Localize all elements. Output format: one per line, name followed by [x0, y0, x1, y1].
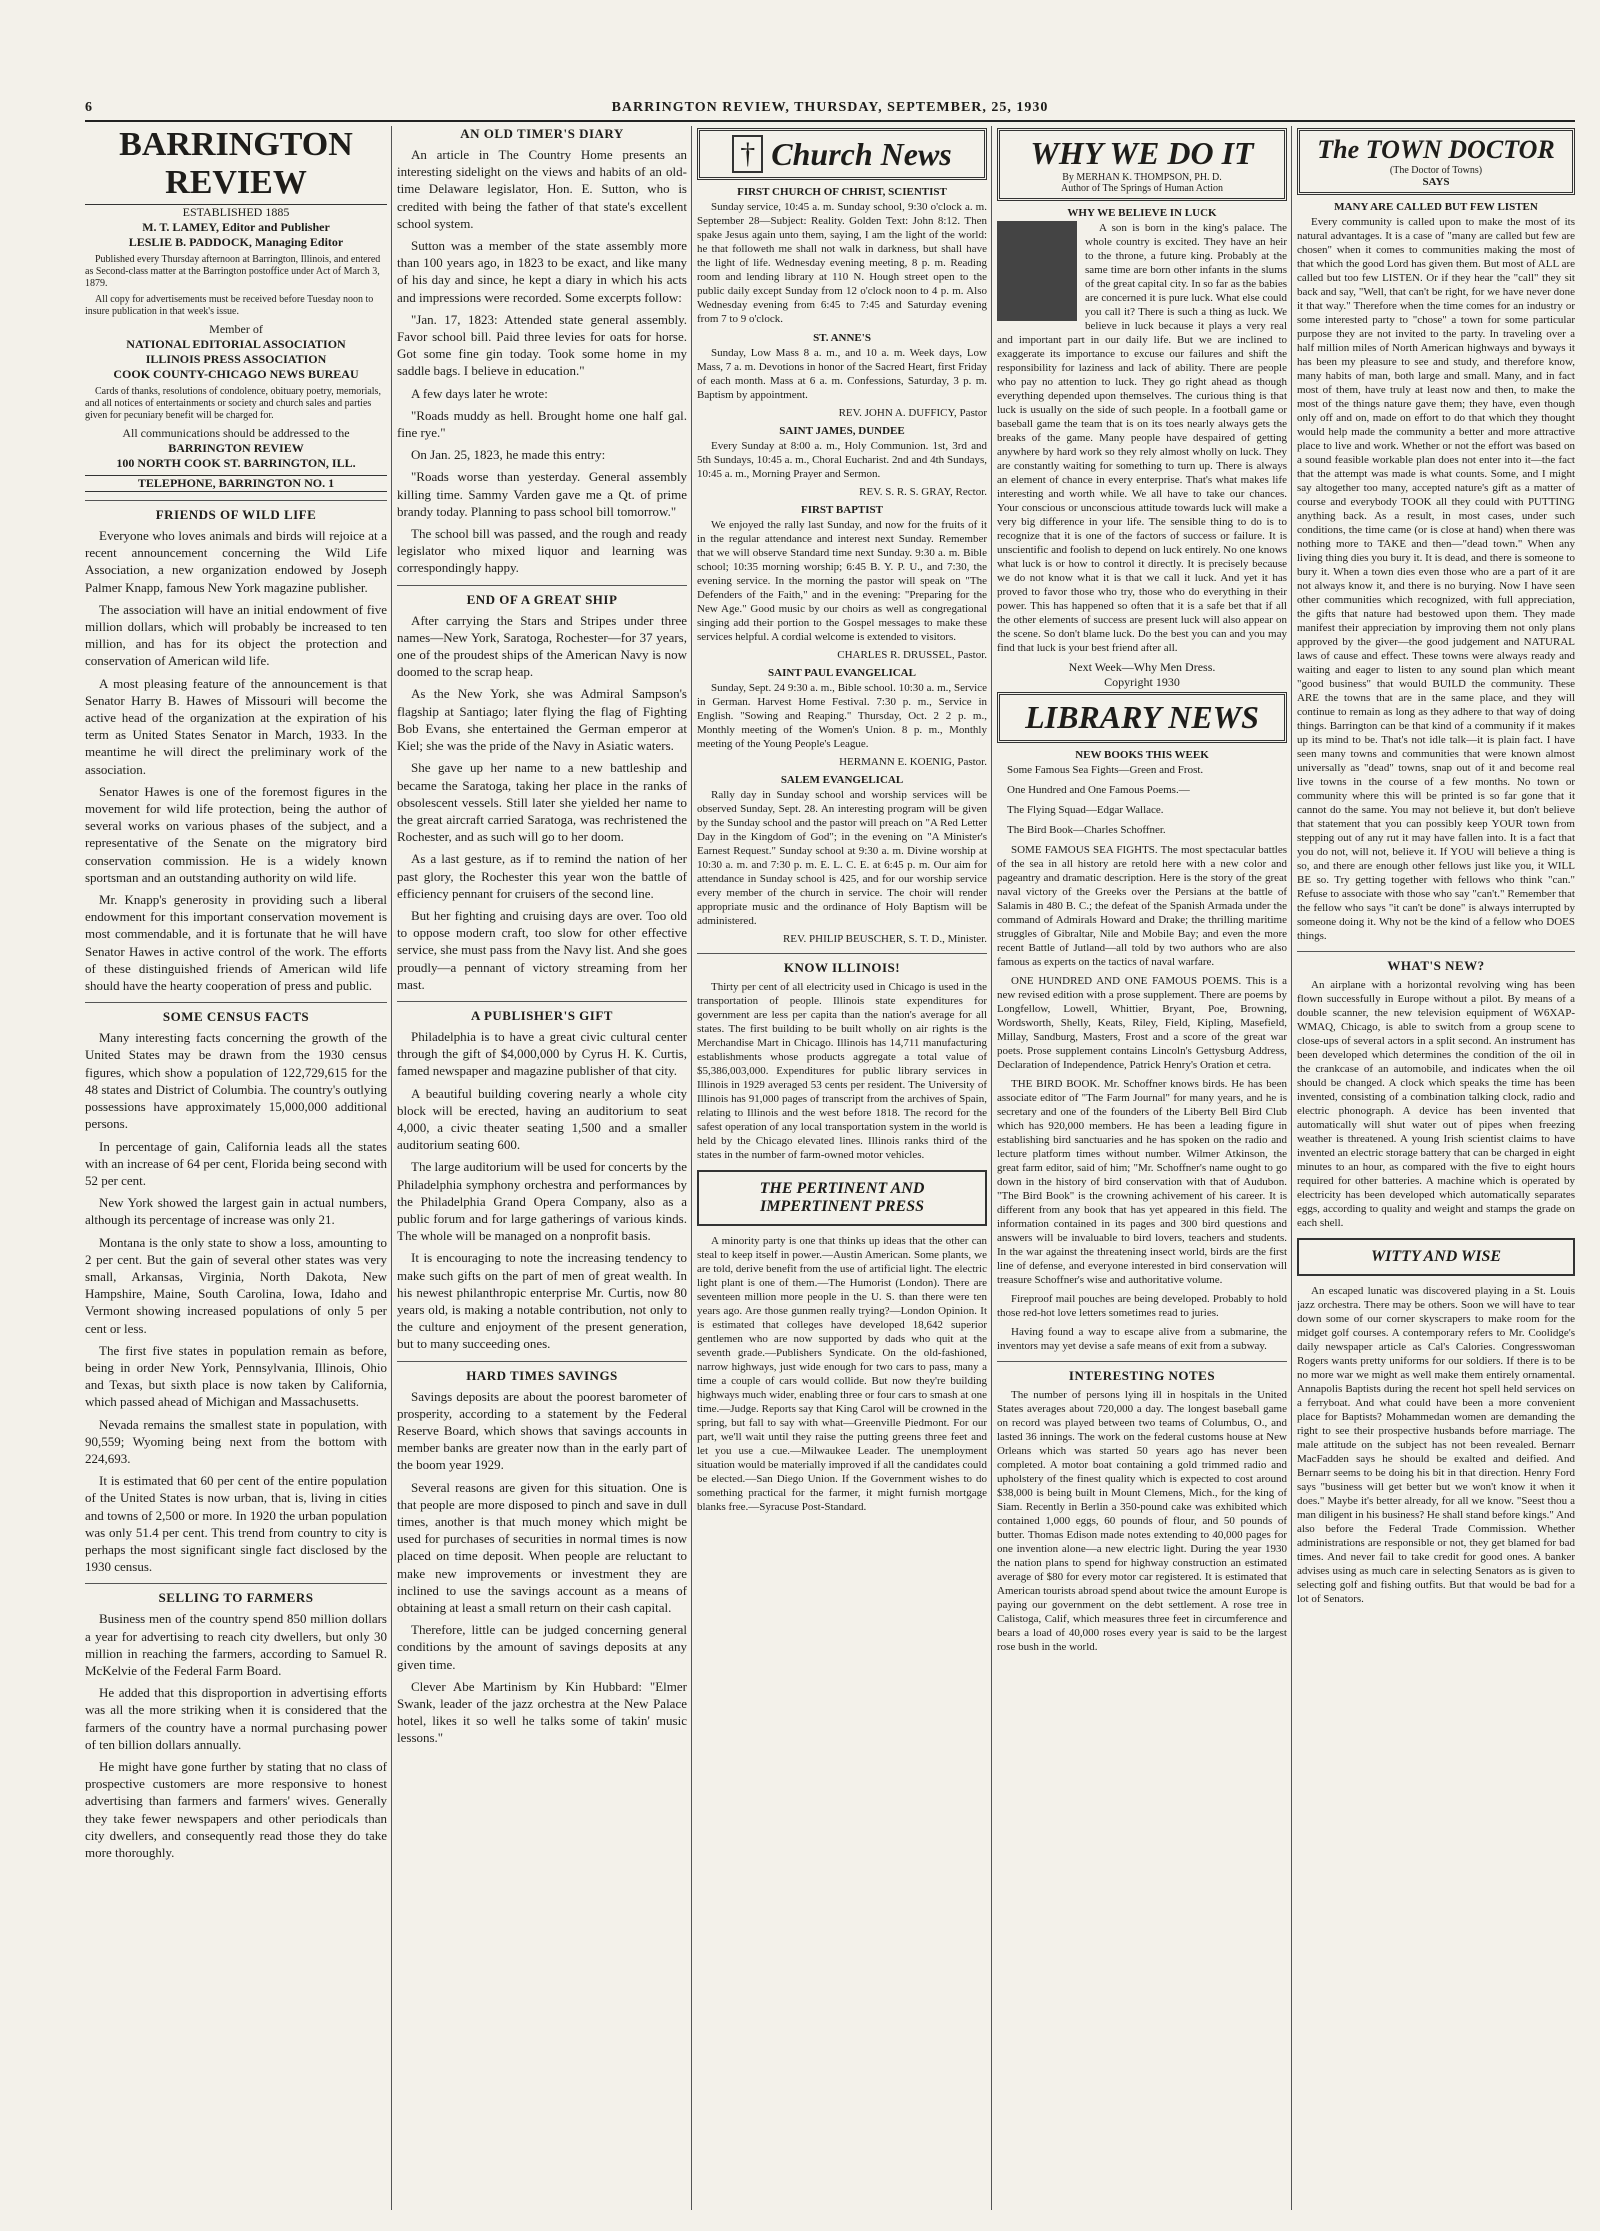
pastor-name: HERMANN E. KOENIG, Pastor. [839, 756, 987, 768]
page-number: 6 [85, 100, 93, 115]
witty-and-wise-title: WITTY AND WISE [1297, 1238, 1575, 1276]
paragraph: Senator Hawes is one of the foremost figures in the movement for wild life protection, being the author of several works on various phases of the subject, and a representative of the Senate on the migratory bird conservation commission. He is a widely known sportsman and an outstanding authority on wild life. [85, 783, 387, 885]
established: ESTABLISHED 1885 [182, 205, 290, 219]
paragraph: SOME FAMOUS SEA FIGHTS. The most spectacular battles of the sea in all history are retold here with a new color and pageantry and dramatic description. Here is the story of the great naval victory of the Greeks over the Persians at the battle of Salamis in 480 B. C.; the defeat of the Spanish Armada under the command of Admirals Howard and Drake; the thrilling maritime struggles of Gibraltar, Nile and Mobile Bay; and even the more recent Battle of Jutland—all told by two authors who are also famous as experts on the tactics of naval warfare. [997, 844, 1287, 968]
paragraph: "Roads muddy as hell. Brought home one half gal. fine rye." [397, 407, 687, 441]
headline-ship: END OF A GREAT SHIP [397, 585, 687, 608]
headline-many-called: MANY ARE CALLED BUT FEW LISTEN [1334, 201, 1538, 213]
library-news-title: LIBRARY NEWS [1025, 699, 1259, 735]
book-item: One Hundred and One Famous Poems.— [1007, 784, 1190, 796]
paragraph: The number of persons lying ill in hospitals in the United States averages about 720,000 a day. The longest baseball game on record was played between two teams of Columbus, O., and lasted 36 innings. The work on the federal customs house at New Orleans which was started 50 years ago has never been completed. A motor boat containing a gold trimmed radio and upholstery of the finest quality which is expected to cost around $38,000 is being built in Mount Clemens, Mich., for the king of Siam. Recently in Berlin a 350-pound cake was exhibited which contained 1,000 eggs, 60 pounds of flour, and 50 pounds of butter. Thomas Edison made notes extending to 40,000 pages for one invention alone—a new electric light. During the year 1930 the nation plans to spend for highway construction an estimated average of $80 for every motor car registered. It is estimated that American tourists abroad spend about twice the amount Europe is paying our government on the debt settlement. A rose tree in Calistoga, Calif, which measures three feet in circumference and bears a load of 40,000 roses every year is said to be the largest rose bush in the world. [997, 1389, 1287, 1653]
paragraph: Everyone who loves animals and birds will rejoice at a recent announcement concerning the Wild Life Association, a new organization endowed by Joseph Palmer Knapp, famous New York magazine publisher. [85, 528, 387, 595]
paragraph: Having found a way to escape alive from a submarine, the inventors may yet devise a safe means of exit from a subway. [997, 1326, 1287, 1352]
editor-line: M. T. LAMEY, Editor and Publisher [142, 220, 330, 234]
paragraph: THE BIRD BOOK. Mr. Schoffner knows birds. He has been associate editor of "The Farm Journal" for many years, and he is secretary and one of the founders of the Liberty Bell Bird Club which has 920,000 members. He has been a leading figure in establishing bird sanctuaries and he has spoken on the radio and lecture platform times without number. Wilmer Atkinson, the great farm editor, said of him; "Mr. Schoffner's name ought to go down in the history of bird conservation with that of Audubon. "The Bird Book" is the crowning achivement of his career. It is different from any book that has yet appeared in this field. The information contained in its pages and 300 bird questions and answers will be invaluable to bird lovers, teachers and students. In the war against the threatening insect world, birds are the first line of defense, and everyone interested in bird conservation will treasure Schoffner's wise and authoritative volume. [997, 1078, 1287, 1286]
paragraph: A few days later he wrote: [411, 385, 548, 401]
cross-icon: † [732, 135, 763, 173]
headline-farmers: SELLING TO FARMERS [85, 1583, 387, 1606]
headline-luck: WHY WE BELIEVE IN LUCK [1067, 207, 1217, 219]
church-notice: We enjoyed the rally last Sunday, and now for the fruits of it in the regular attendance and interest next Sunday. Remember that we will observe Standard time next Sunday. 9:30 a. m. Bible school; 10:35 morning worship; 6:45 B. Y. P. U., and 7:30, the evening service. In the morning the pastor will speak on "The Defenders of the Faith," and in the evening: "Preparing for the New Age." Good music by our choirs as well as congregational singing add their portion to the Gospel messages to make these services helpful. A cordial welcome is extended to visitors. [697, 519, 987, 643]
paper-date-line: BARRINGTON REVIEW, THURSDAY, SEPTEMBER, 25, 1930 [611, 100, 1049, 115]
paragraph: Philadelphia is to have a great civic cultural center through the gift of $4,000,000 by Cyrus H. K. Curtis, famed newspaper and magazine publisher of that city. [397, 1028, 687, 1079]
paragraph: As a last gesture, as if to remind the nation of her past glory, the Rochester this year won the battle of efficiency pennant for cruisers of the second line. [397, 851, 687, 901]
book-item: Some Famous Sea Fights—Green and Frost. [1007, 764, 1204, 776]
paragraph: Montana is the only state to show a loss, amounting to 2 per cent. But the gain of several other states was very small, Arkansas, Virginia, North Dakota, New Hampshire, Maine, South Carolina, Iowa, Idaho and Vermont showing increased populations of only 5 per cent or less. [85, 1234, 387, 1336]
headline-know-illinois: KNOW ILLINOIS! [697, 953, 987, 976]
paragraph: On Jan. 25, 1823, he made this entry: [411, 447, 606, 463]
church-news-title: Church News [771, 135, 952, 172]
church-name: SAINT PAUL EVANGELICAL [768, 667, 916, 679]
paragraph: She gave up her name to a new battleship and became the Saratoga, taking her place in the ranks of obsolescent vessels. Still later she yielded her name to the great aircraft carried Saratoga, was rechristened the Rochester, and as such will go to her doom. [397, 760, 687, 845]
church-notice: Sunday, Sept. 24 9:30 a. m., Bible school. 10:30 a. m., Service in German. Harvest Home Festival. 7:30 p. m., Service in English. "Sowing and Reaping." Thursday, Oct. 2 2 p. m., Monthly meeting of the Women's Union. 8 p. m., Monthly meeting of the Young People's League. [697, 682, 987, 750]
paragraph: Thirty per cent of all electricity used in Chicago is used in the transportation of people. Illinois state expenditures for government are less per capita than the nation's average for all states. The first building to be built wholly on air rights is the Merchandise Mart in Chicago. Illinois has 14,711 manufacturing establishments whose products aggregate a total value of $5,386,003,000. Expenditures for public library services in Illinois in 1929 averaged 53 cents per resident. The University of Illinois has 91,000 pages of transcript from the archives of Spain, relating to Illinois and the west before 1818. The record for the safest operation of any local transportation system in the world is held by the Chicago elevated lines. Illinois ranks third of the states in the number of farm-owned motor vehicles. [697, 981, 987, 1161]
paragraph: A son is born in the king's palace. The whole country is excited. They have an heir to the throne, a future king. Probably at the same time are born other infants in the slums of the great capital city. In so far as the babies are concerned it is pure luck. What else could you call it? There is such a thing as luck. We believe in luck because it plays a very real and important part in our daily life. But we are inclined to exaggerate its importance to excuse our failures and shift the responsibility for laziness and lack of ability. There are people who pay no attention to luck. They go right ahead as though everything depended upon themselves. The curious thing is that luck is usually on the side of such people. In a football game or baseball game the team that is on its toes nearly always gets the breaks of the game. Many people have despaired of getting anywhere by hard work so they rely almost wholly on luck. They are constantly waiting for something to turn up. There is always an element of chance in every enterprise. That's what makes life interesting and worth while. We all have to take our chances. Your conscious or unconscious attitude towards luck will make a very big difference in your life. The sensible thing to do is to recognize that it is one of the factors of success or failure. It is unscientific and foolish to depend on luck entirely. No one knows what luck is or how to control it directly. It is precisely because we do not know what it is that we call it luck. And yet it has proved to favor those who try, those who do everything in their power. This has happened so often that it is a safe bet that if all the other elements of success are present luck will also appear on the scene. So don't blame luck. Do the best you can and you may find that luck is your best friend after all. [997, 222, 1287, 654]
paragraph: The large auditorium will be used for concerts by the Philadelphia symphony orchestra and performances by the Philadelphia Grand Opera Company, also as a public forum and for large gatherings of various kinds. The whole will be managed on a nonprofit basis. [397, 1159, 687, 1244]
paragraph: Several reasons are given for this situation. One is that people are more disposed to pinch and save in dull times, another is that much money which might be used for purchases of securities in normal times is now placed on time deposit. When people are reluctant to make new improvements or investment they are inclined to use the savings account as a means of obtaining at least a small return on their cash capital. [397, 1479, 687, 1616]
address-name: BARRINGTON REVIEW [168, 441, 304, 455]
member-of: Member of [209, 322, 263, 336]
column-1 [85, 126, 387, 2210]
telephone: TELEPHONE, BARRINGTON NO. 1 [85, 475, 387, 492]
paragraph: The school bill was passed, and the rough and ready legislator who mixed liquor and learning was correspondingly happy. [397, 526, 687, 576]
advert-copy-notice: All copy for advertisements must be received before Tuesday noon to insure publication in that week's issue. [85, 294, 374, 317]
paragraph: New York showed the largest gain in actual numbers, although its percentage of increase was only 21. [85, 1195, 387, 1228]
association-1: NATIONAL EDITORIAL ASSOCIATION [126, 337, 346, 351]
headline-savings: HARD TIMES SAVINGS [397, 1361, 687, 1384]
paragraph: The association will have an initial endowment of five million dollars, which will probably be increased to ten million, and has for its object the protection and conservation of American wild life. [85, 601, 387, 669]
column-5 [1297, 126, 1575, 2210]
headline-whats-new: WHAT'S NEW? [1297, 951, 1575, 974]
paragraph: An airplane with a horizontal revolving wing has been flown successfully in Europe without a pilot. By means of a double scanner, the new television equipment of W6XAP-WMAQ, Chicago, is able to switch from a group scene to close-ups of several actors in a split second. An instrument has been developed which determines the condition of the oil in the crankcase of an automobile, and indicates when the oil should be changed. A clock which speaks the time has been invented, consisting of a combination talking clock, radio and electric phonograph. A device has been invented that automatically will shut water out of pipes when freezing weather is threatened. A young Irish scientist claims to have invented an electric storage battery that can be charged in eight minutes to an hour, as compared with the five to eight hours required for other batteries. A machine which is operated by electricity has been developed which automatically separates eggs, according to quality and weight and stamps the grade on each shell. [1297, 979, 1575, 1229]
church-notice: Sunday service, 10:45 a. m. Sunday school, 9:30 o'clock a. m. September 28—Subject: Reality. Golden Text: John 8:12. Then spake Jesus again unto them, saying, I am the light of the world: he that followeth me shall not walk in darkness, but shall have the light of life. Wednesday evening meeting, 8 p. m. Reading room and lending library at 110 N. Hough street open to the public daily except Sunday from 12 o'clock noon to 4 p. m. Also Wednesday evening from 6:45 to 7:45 and Saturday evening from 7 to 9 o'clock. [697, 201, 987, 325]
paragraph: Nevada remains the smallest state in population, with 90,559; Wyoming being next from the bottom with 224,693. [85, 1416, 387, 1466]
paragraph: It is estimated that 60 per cent of the entire population of the United States is now urban, that is, living in cities and towns of 2,500 or more. In 1920 the urban population was only 51.4 per cent. This trend from country to city is perhaps the most significant single fact disclosed by the 1930 census. [85, 1473, 387, 1575]
pertinent-press-title: THE PERTINENT AND IMPERTINENT PRESS [697, 1170, 987, 1226]
paragraph: A minority party is one that thinks up ideas that the other can steal to keep itself in power.—Austin American. Some plants, we are told, derive benefit from the use of artificial light. The electric light plant is one of them.—The Humorist (London). There are seventeen million more people in the U. S. than there were ten years ago. Are those gunmen really trying?—London Opinion. It is estimated that colleges have developed 18,642 superior gentlemen who are now supported by dads who quit at the seventh grade.—Publishers Syndicate. On the old-fashioned, narrow highways, just wide enough for two cars to pass, many a time a couple of cars would collide. But now they're building highways much wider, enabling three or four cars to smash at one time.—Judge. Reports say that King Carol will be crowned in the spring, but fall to say with what—Greenville Piedmont. For our part, we'll wait until they raise the putting greens three feet and let you use a cue.—Milwaukee Leader. The unemployment situation would be materially improved if all the candidates could be elected.—San Diego Union. If the Government wishes to do something practical for the farmer, it might furnish mortgage blanks free.—Syracuse Post-Standard. [697, 1235, 987, 1513]
paragraph: Clever Abe Martinism by Kin Hubbard: "Elmer Swank, leader of the jazz orchestra at the New Palace hotel, likes it so well he talks some of takin' music lessons." [397, 1678, 687, 1746]
paragraph: An escaped lunatic was discovered playing in a St. Louis jazz orchestra. There may be others. Soon we will have to tear down some of our corner skyscrapers to make room for the midget golf courses. A contemporary refers to Mr. Coolidge's daily newspaper article as Cal's Calories. Congresswoman Rogers wants pretty uniforms for our soldiers. If there is to be no more war we might as well make them entirely ornamental. Annapolis Baptists during the recent hot spell held services on a ferryboat. And what could have been a more convenient place for Baptists? Mohammedan women are demanding the right to see their prospective husbands before marriage. The male attitude on the subject has not been revealed. Bernarr MacFadden says he should be exalted and deified. And Bernarr seems to be doing his bit in that direction. Henry Ford says "business will get better but we won't know it when it does." Maybe it's better already, for all we know. "Seest thou a man diligent in his business? He shall stand before kings." And also before the Federal Trade Commission. Whether administrations are responsible or not, they get blamed for bad times. And never fail to take credit for good ones. A banker advises using as much care in selecting Senators as is given to selecting golf and fishing outfits. But that would be bad for a lot of Senators. [1297, 1285, 1575, 1605]
church-name: ST. ANNE'S [813, 332, 871, 344]
column-2 [397, 126, 687, 2210]
church-name: FIRST CHURCH OF CHRIST, SCIENTIST [737, 186, 947, 198]
paragraph: Sutton was a member of the state assembly more than 100 years ago, in 1823 to be exact, and like many of his day and since, he kept a diary in which his acts and impressions were recorded. Some excerpts follow: [397, 238, 687, 305]
why-we-do-it-title: WHY WE DO IT [1030, 135, 1254, 171]
paragraph: As the New York, she was Admiral Sampson's flagship at Santiago; later flying the flag of Fighting Bob Evans, she entertained the German emperor at Kiel; she was the pride of the Navy in Asiatic waters. [397, 686, 687, 754]
byline: By MERHAN K. THOMPSON, PH. D. [1062, 172, 1222, 183]
communications-notice: All communications should be addressed to the [122, 426, 350, 440]
headline-diary: AN OLD TIMER'S DIARY [460, 126, 624, 141]
church-name: FIRST BAPTIST [800, 504, 884, 516]
town-doctor-says: SAYS [1422, 176, 1450, 188]
paragraph: Therefore, little can be judged concerning general conditions by the amount of savings deposits at any given time. [397, 1622, 687, 1672]
town-doctor-banner [1297, 128, 1575, 195]
address: 100 NORTH COOK ST. BARRINGTON, ILL. [116, 456, 356, 470]
paragraph: Savings deposits are about the poorest barometer of prosperity, according to a statement by the Federal Reserve Board, which shows that savings accounts in member banks are greater now than in the early part of the boom year 1929. [397, 1388, 687, 1473]
publication-notice: Published every Thursday afternoon at Barrington, Illinois, and entered as Second-class matter at the Barrington postoffice under Act of March 3, 1879. [85, 254, 381, 289]
paragraph: "Roads worse than yesterday. General assembly killing time. Sammy Varden gave me a Qt. of prime brandy today. Planning to pass school bill tomorrow." [397, 469, 687, 519]
church-name: SALEM EVANGELICAL [780, 774, 904, 786]
church-notice: Sunday, Low Mass 8 a. m., and 10 a. m. Week days, Low Mass, 7 a. m. Devotions in honor of the Sacred Heart, first Friday of each month. Mass at 6 a. m. Confessions, Saturday, 3 p. m. Baptism by appointment. [697, 347, 987, 401]
church-notice: Every Sunday at 8:00 a. m., Holy Communion. 1st, 3rd and 5th Sundays, 10:45 a. m., Choral Eucharist. 2nd and 4th Sundays, 10:45 a. m., Morning Prayer and Sermon. [697, 440, 987, 480]
paragraph: "Jan. 17, 1823: Attended state general assembly. Favor school bill. Paid three levies for oats for horse. Got some fine gin today. Took some home in my saddle bags. I believe in education." [397, 311, 687, 379]
church-news-banner [697, 128, 987, 180]
pastor-name: REV. JOHN A. DUFFICY, Pastor [838, 407, 987, 419]
paragraph: It is encouraging to note the increasing tendency to make such gifts on the part of men of great wealth. In his newest philanthropic enterprise Mr. Curtis, now 80 years old, is making a notable contribution, not only to the culture and enjoyment of the present generation, but to many succeeding ones. [397, 1250, 687, 1352]
town-doctor-title: The TOWN DOCTOR [1317, 135, 1555, 164]
paragraph: A most pleasing feature of the announcement is that Senator Harry B. Hawes of Missouri will become the active head of the organization at the expiration of his term as United States Senator in March, 1933. In the meantime he will direct the preliminary work of the association. [85, 675, 387, 777]
paragraph: Mr. Knapp's generosity in providing such a liberal endowment for this important conservation movement is most commendable, and it is fortunate that he will have Senator Hawes in active control of the work. The efforts of these distinguished friends of American wild life should have the hearty cooperation of press and public. [85, 892, 387, 994]
paragraph: He added that this disproportion in advertising efforts was all the more striking when it is considered that the farmers of the country have a normal purchasing power of ten billion dollars annually. [85, 1685, 387, 1752]
paragraph: But her fighting and cruising days are over. Too old to oppose modern craft, too slow for other effective service, she must pass from the Navy list. And she goes proudly—a pennant of victory streaming from her mast. [397, 907, 687, 992]
headline-census: SOME CENSUS FACTS [85, 1002, 387, 1025]
headline-wild-life: FRIENDS OF WILD LIFE [85, 500, 387, 523]
paragraph: Business men of the country spend 850 million dollars a year for advertising to reach city dwellers, but only 30 million in reaching the farmers, according to Samuel R. McKelvie of the Federal Farm Board. [85, 1611, 387, 1678]
paragraph: ONE HUNDRED AND ONE FAMOUS POEMS. This is a new revised edition with a prose supplement. There are poems by Longfellow, Lowell, Whittier, Bryant, Poe, Browning, Wordsworth, Shelly, Keats, Riley, Field, Kipling, Masefield, Millay, Sandburg, Masters, Frost and a score of the great war poets. Prose supplement contains Lincoln's Gettysburg Address, Declaration of Independence, Patrick Henry's Oration et cetra. [997, 975, 1287, 1071]
paragraph: The first five states in population remain as before, being in order New York, Pennsylvania, Illinois, Ohio and Texas, but sixth place is now taken by California, which passed ahead of Michigan and Massachusetts. [85, 1342, 387, 1410]
page-header [85, 100, 1575, 122]
column-4 [997, 126, 1287, 2210]
why-we-do-it-banner [997, 128, 1287, 201]
association-2: ILLINOIS PRESS ASSOCIATION [145, 352, 327, 366]
paragraph: An article in The Country Home presents an interesting sidelight on the views and habits of an old-time Delaware legislator, Hon. E. Sutton, who is credited with being the father of that state's excellent school system. [397, 147, 687, 231]
author-note: Author of The Springs of Human Action [1060, 183, 1224, 194]
pastor-name: CHARLES R. DRUSSEL, Pastor. [837, 649, 987, 661]
cards-notice: Cards of thanks, resolutions of condolence, obituary poetry, memorials, and all notices of entertainments or society and church sales and parties given for pecuniary benefit will be charged for. [85, 386, 381, 421]
paragraph: Many interesting facts concerning the growth of the United States may be drawn from the 1930 census figures, which show a population of 122,729,615 for the 48 states and District of Columbia. The country's outlying possessions have approximately 15,000,000 additional persons. [85, 1030, 387, 1132]
managing-editor-line: LESLIE B. PADDOCK, Managing Editor [128, 235, 344, 249]
copyright: Copyright 1930 [1104, 675, 1180, 689]
church-name: SAINT JAMES, DUNDEE [779, 425, 905, 437]
masthead-title: BARRINGTON REVIEW [85, 126, 387, 205]
church-notice: Rally day in Sunday school and worship services will be observed Sunday, Sept. 28. An interesting program will be given by the Sunday school and the pastor will preach on "A Red Letter Day in the Kingdom of God"; in the evening on "A Minister's Earnest Request." Sunday school at 9:30 a. m. Divine worship at 10:30 a. m. and 7:30 p. m. E. L. C. E. at 6:45 p. m. Our aim for attendance in Sunday school is 425, and for our worship service every member of the church in service. The choir will render appropriate music and the ordinance of Holy Baptism will be administered. [697, 789, 987, 927]
author-portrait [997, 221, 1077, 321]
paragraph: A beautiful building covering nearly a whole city block will be erected, having an auditorium to seat 4,000, a civic theater seating 1,500 and a smaller auditorium seating 600. [397, 1085, 687, 1153]
town-doctor-subtitle: (The Doctor of Towns) [1389, 165, 1483, 176]
association-3: COOK COUNTY-CHICAGO NEWS BUREAU [113, 367, 359, 381]
headline-publisher: A PUBLISHER'S GIFT [397, 1001, 687, 1024]
paragraph: He might have gone further by stating that no class of prospective customers are more responsive to honest advertising than farmers and farmers' wives. Generally they take fewer newspapers and other periodicals than city dwellers, and consequently read those they do take more thoroughly. [85, 1759, 387, 1861]
headline-interesting-notes: INTERESTING NOTES [997, 1361, 1287, 1384]
library-news-banner [997, 692, 1287, 743]
pastor-name: REV. S. R. S. GRAY, Rector. [859, 486, 987, 498]
book-item: The Flying Squad—Edgar Wallace. [1007, 804, 1164, 816]
paragraph: Every community is called upon to make the most of its natural advantages. It is a case of "many are called but few are chosen" when it comes to communities making the most of that which the good Lord has given them. But most of ALL are called but too few LISTEN. Or if they hear the "call" they sit back and say, "Well, that can't be right, for we have never done it that way." Therefore when the time comes for an industry or some interested party to "chose" a town for some particular purpose they are not invited to the party. In traveling over a half million miles of North American highways and byways it has been my pleasure to see and study, and therefore know, many habits of man, both large and small. Many, and in fact most of them, have truly at least now and then, to make the most of the things nature gave them; they have, even though only off and on, made on effort to do that which they thought would help made the community a better and more attractive place to live and work. Whether or not the effort was based on a sound feasible workable plan does not enter into it—the fact that the attempt was made is what counts. Some, and I might say altogether too many, accepted nature's gift as a matter of course and everybody TOOK all they could with PUTTING anything back. As a result, in most cases, under such conditions, the time came (or is close at hand) when there was nothing more to TAKE and then—"dead town." When any living thing dies you bury it. It is dead, and there is someone to bury it. When a town dies even those who are a part of it are not always know it, and there is no burying. Now I have seen other communities which recognized, with full appreciation, the gifts that nature had bestowed upon them. They made manifest their appreciation by improving them not only plans approved by the giver—the good judgement and NATURAL laws of cause and effect. These towns were always ready and waiting and eager to listen to any sound plan which meant "good business" that would BUILD the community. These ARE the towns that are in the same place, and they will continue to remain as long as they adhere to that way of doing things. Barrington can be that kind of a community if it makes up its mind to be. That's not idle talk—it is plain fact. I have seen many towns and communities that were known almost universally as "dead" towns, snap out of it and become real live towns in the course of a few months. No town or community where this will be printed is so far gone that it cannot do the same. You may not believe it, but don't believe that statement that you can possibly keep YOUR town from stepping out of any rut it may have fallen into. It is a fact that you do not, will not, believe it. If YOU will believe a thing is so, and there are enough other fellows just like you, it WILL BE so. Try getting together with fellows who think "can." Refuse to associate with those who say "can't." Remember that the fellow who says "it can't be done" is always interrupted by someone doing it. Why not be the kind of a fellow who DOES things. [1297, 216, 1575, 942]
paragraph: In percentage of gain, California leads all the states with an increase of 64 per cent, Florida being second with 52 per cent. [85, 1138, 387, 1188]
newspaper-page [85, 100, 1575, 2210]
column-3 [697, 126, 987, 2210]
book-item: The Bird Book—Charles Schoffner. [1007, 824, 1166, 836]
headline-new-books: NEW BOOKS THIS WEEK [1075, 749, 1209, 761]
next-week: Next Week—Why Men Dress. [1068, 660, 1216, 674]
pastor-name: REV. PHILIP BEUSCHER, S. T. D., Minister. [782, 933, 987, 945]
paragraph: After carrying the Stars and Stripes under three names—New York, Saratoga, Rochester—for 37 years, one of the proudest ships of the American Navy is now doomed to the scrap heap. [397, 612, 687, 680]
paragraph: Fireproof mail pouches are being developed. Probably to hold those red-hot love letters sometimes read to juries. [997, 1293, 1287, 1319]
